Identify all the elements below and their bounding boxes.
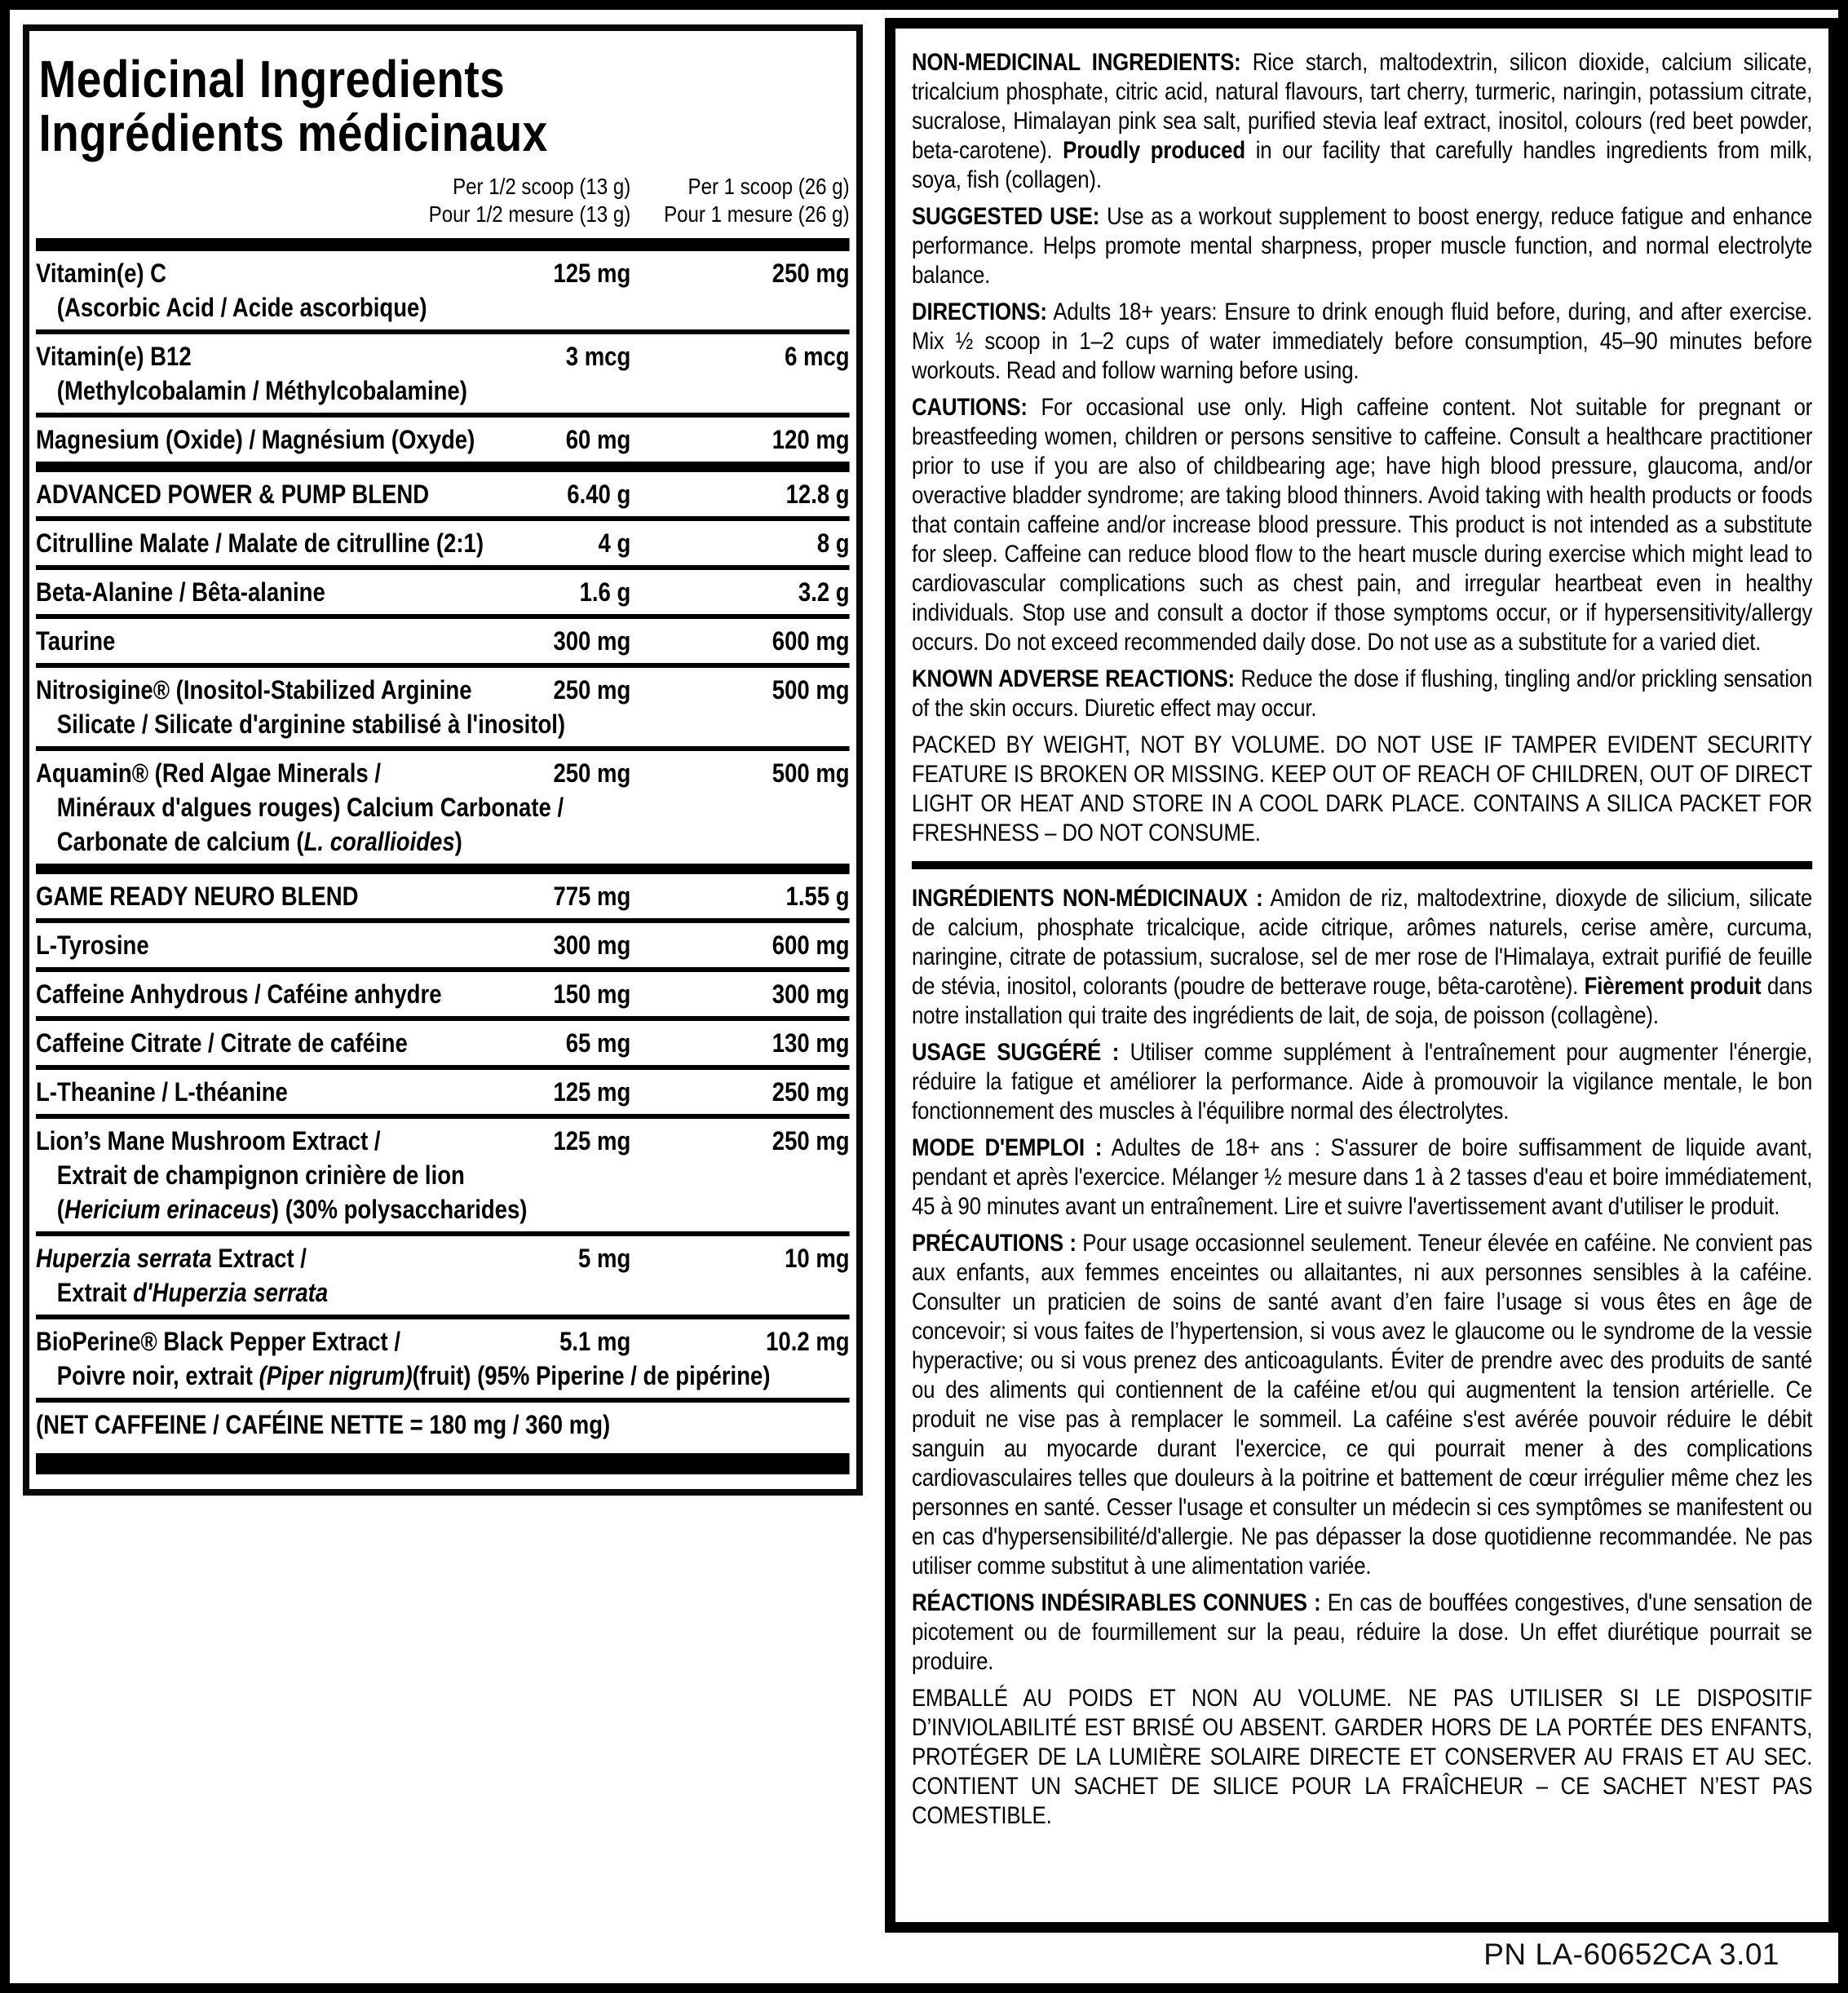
amount-half-scoop: 5 mg — [578, 1244, 631, 1273]
ingredient-name: Huperzia serrata Extract / Extrait d'Huperzia serrata — [36, 1244, 329, 1307]
info-paragraph: SUGGESTED USE: Use as a workout supplement to boost energy, reduce fatigue and enhance performance. Helps promote mental sharpness, proper muscle function, and normal electrolyte balance. — [912, 203, 1813, 289]
amount-full-scoop: 500 mg — [771, 675, 850, 705]
amount-half-scoop: 4 g — [598, 528, 631, 558]
amount-full-scoop: 500 mg — [771, 758, 850, 788]
amount-half-scoop: 300 mg — [553, 626, 631, 656]
amount-full-scoop: 130 mg — [771, 1028, 850, 1058]
info-paragraph: NON-MEDICINAL INGREDIENTS: Rice starch, maltodextrin, silicon dioxide, calcium silicate, tricalcium phosphate, citric acid, natural flavours, tart cherry, turmeric, naringin, potassium citrate, sucralose, Himalayan pink sea salt, purified stevia leaf extract, inositol, colours (red beet powder, beta-carotene). Proudly produced in our facility that carefully handles ingredients from milk, soya, fish (collagen). — [912, 49, 1813, 193]
ingredient-name: L-Theanine / L-théanine — [36, 1077, 288, 1107]
column-header-full-scoop-en: Per 1 scoop (26 g) — [687, 174, 850, 199]
row-divider — [36, 864, 850, 874]
info-paragraph: DIRECTIONS: Adults 18+ years: Ensure to drink enough fluid before, during, and after exercise. Mix ½ scoop in 1–2 cups of water immediately before consumption, 45–90 minutes before workouts. Read and follow warning before using. — [912, 298, 1813, 384]
amount-half-scoop: 250 mg — [553, 675, 631, 705]
amount-half-scoop: 1.6 g — [579, 577, 631, 607]
amount-full-scoop: 10.2 mg — [766, 1327, 850, 1356]
column-header-half-scoop-fr: Pour 1/2 mesure (13 g) — [428, 201, 631, 227]
amount-half-scoop: 150 mg — [553, 979, 631, 1009]
amount-half-scoop: 3 mcg — [565, 342, 631, 371]
french-sections — [912, 884, 1812, 1831]
ingredient-row — [36, 1070, 850, 1114]
column-header-half-scoop — [336, 173, 630, 228]
info-paragraph: KNOWN ADVERSE REACTIONS: Reduce the dose if flushing, tingling and/or prickling sensation of the skin occurs. Diuretic effect may occur. — [912, 665, 1813, 722]
ingredient-row — [36, 923, 850, 967]
ingredient-row — [36, 1236, 850, 1315]
amount-full-scoop: 3.2 g — [798, 577, 850, 607]
ingredient-row — [36, 251, 850, 329]
amount-full-scoop: 1.55 g — [785, 882, 850, 911]
amount-half-scoop: 125 mg — [553, 259, 631, 288]
ingredient-rows — [36, 251, 850, 1447]
info-paragraph: USAGE SUGGÉRÉ : Utiliser comme supplément à l'entraînement pour augmenter l'énergie, réduire la fatigue et améliorer la performance. Aide à promouvoir la vigilance mentale, le bon fonctionnement des muscles à l'équilibre normal des électrolytes. — [912, 1039, 1813, 1125]
amount-full-scoop: 6 mcg — [785, 342, 850, 371]
amount-half-scoop: 300 mg — [553, 930, 631, 960]
ingredient-row — [36, 334, 850, 413]
ingredient-row — [36, 874, 850, 918]
part-number: PN LA-60652CA 3.01 — [1483, 1938, 1779, 1971]
column-header-full-scoop-fr: Pour 1 mesure (26 g) — [664, 201, 850, 227]
ingredient-name: Vitamin(e) B12 (Methylcobalamin / Méthylcobalamine) — [36, 342, 467, 405]
ingredient-name: Magnesium (Oxide) / Magnésium (Oxyde) — [36, 425, 475, 454]
ingredient-name: Caffeine Citrate / Citrate de caféine — [36, 1028, 408, 1058]
ingredient-row — [36, 751, 850, 864]
ingredient-name: ADVANCED POWER & PUMP BLEND — [36, 479, 430, 509]
ingredient-name: BioPerine® Black Pepper Extract / Poivre noir, extrait (Piper nigrum)(fruit) (95% Piperine / de pipérine) — [36, 1327, 771, 1390]
panel-title-en: Medicinal Ingredients — [38, 50, 506, 108]
ingredient-name: Lion’s Mane Mushroom Extract / Extrait de champignon crinière de lion (Hericium erinaceus) (30% polysaccharides) — [36, 1126, 528, 1224]
amount-full-scoop: 12.8 g — [785, 479, 850, 509]
column-header-half-scoop-en: Per 1/2 scoop (13 g) — [453, 174, 631, 199]
panel-title — [38, 52, 849, 160]
amount-half-scoop: 125 mg — [553, 1077, 631, 1107]
ingredient-row — [36, 1119, 850, 1231]
ingredient-row — [36, 521, 850, 565]
language-divider — [912, 861, 1812, 869]
amount-half-scoop: 60 mg — [565, 425, 631, 454]
ingredient-row — [36, 418, 850, 462]
ingredient-name: Aquamin® (Red Algae Minerals / Minéraux d'algues rouges) Calcium Carbonate / Carbonate de calcium (L. corallioides) — [36, 758, 564, 856]
ingredient-name: (NET CAFFEINE / CAFÉINE NETTE = 180 mg / 360 mg) — [36, 1410, 611, 1439]
info-paragraph: PRÉCAUTIONS : Pour usage occasionnel seulement. Teneur élevée en caféine. Ne convient pas aux enfants, aux femmes enceintes ou allaitantes, ni aux personnes sensibles à la caféine. Consulter un praticien de soins de santé avant d’en faire l’usage si vous êtes en âge de concevoir; si vous faites de l’hypertension, si vous avez le glaucome ou le syndrome de la vessie hyperactive; ou si vous prenez des anticoagulants. Éviter de prendre avec des produits de santé ou des aliments qui contiennent de la caféine et/ou qui augmentent la tension artérielle. Ce produit ne vise pas à remplacer le sommeil. La caféine s'est avérée pouvoir réduire le débit sanguin au myocarde durant l'exercice, ce qui pourrait mener à des complications cardiovasculaires telles que douleurs à la poitrine et battement de cœur irrégulier même chez les personnes en santé. Cesser l'usage et consulter un médecin si ces symptômes se manifestent ou en cas d'hypersensibilité/d'allergie. Ne pas dépasser la dose quotidienne recommandée. Ne pas utiliser comme substitut à une alimentation variée. — [912, 1230, 1813, 1580]
amount-full-scoop: 600 mg — [771, 930, 850, 960]
medicinal-ingredients-panel — [23, 24, 863, 1496]
info-panel — [885, 18, 1839, 1933]
ingredient-row — [36, 1021, 850, 1065]
amount-full-scoop: 250 mg — [771, 259, 850, 288]
amount-half-scoop: 125 mg — [553, 1126, 631, 1156]
ingredient-name: Beta-Alanine / Bêta-alanine — [36, 577, 325, 607]
ingredient-row — [36, 1319, 850, 1398]
row-divider — [36, 462, 850, 472]
amount-full-scoop: 250 mg — [771, 1077, 850, 1107]
amount-half-scoop: 250 mg — [553, 758, 631, 788]
ingredient-name: Caffeine Anhydrous / Caféine anhydre — [36, 979, 442, 1009]
info-paragraph: MODE D'EMPLOI : Adultes de 18+ ans : S'assurer de boire suffisamment de liquide avant, pendant et après l'exercice. Mélanger ½ mesure dans 1 à 2 tasses d'eau et boire immédiatement, 45 à 90 minutes avant un entraînement. Lire et suivre l'avertissement avant d'utiliser le produit. — [912, 1134, 1813, 1220]
amount-full-scoop: 250 mg — [771, 1126, 850, 1156]
info-paragraph: RÉACTIONS INDÉSIRABLES CONNUES : En cas de bouffées congestives, d'une sensation de picotement ou de fourmillement sur la peau, réduire la dose. Un effet diurétique pourrait se produire. — [912, 1589, 1813, 1675]
amount-full-scoop: 10 mg — [785, 1244, 850, 1273]
ingredient-row — [36, 570, 850, 614]
english-sections — [912, 48, 1812, 848]
ingredient-row — [36, 972, 850, 1016]
ingredient-row — [36, 668, 850, 746]
ingredient-name: L-Tyrosine — [36, 930, 149, 960]
info-paragraph: EMBALLÉ AU POIDS ET NON AU VOLUME. NE PAS UTILISER SI LE DISPOSITIF D’INVIOLABILITÉ EST BRISÉ OU ABSENT. GARDER HORS DE LA PORTÉE DES ENFANTS, PROTÉGER DE LA LUMIÈRE SOLAIRE DIRECTE ET CONSERVER AU FRAIS ET AU SEC. CONTIENT UN SACHET DE SILICE POUR LA FRAÎCHEUR – CE SACHET N’EST PAS COMESTIBLE. — [912, 1685, 1813, 1829]
amount-half-scoop: 5.1 mg — [559, 1327, 631, 1356]
ingredient-row — [36, 1403, 850, 1447]
ingredient-name: Taurine — [36, 626, 116, 656]
ingredient-name: Citrulline Malate / Malate de citrulline (2:1) — [36, 528, 484, 558]
column-header-full-scoop — [630, 173, 849, 228]
amount-half-scoop: 6.40 g — [567, 479, 631, 509]
ingredient-name: Nitrosigine® (Inositol-Stabilized Arginine Silicate / Silicate d'arginine stabilisé à l'inositol) — [36, 675, 566, 739]
info-paragraph: INGRÉDIENTS NON-MÉDICINAUX : Amidon de riz, maltodextrine, dioxyde de silicium, silicate de calcium, phosphate tricalcique, acide citrique, arômes naturels, cerise amère, curcuma, naringine, citrate de potassium, sucralose, sel de mer rose de l'Himalaya, extrait purifié de feuille de stévia, inositol, colorants (poudre de betterave rouge, bêta-carotène). Fièrement produit dans notre installation qui traite des ingrédients de lait, de soja, de poisson (collagène). — [912, 885, 1813, 1029]
info-paragraph: CAUTIONS: For occasional use only. High caffeine content. Not suitable for pregnant or breastfeeding women, children or persons sensitive to caffeine. Consult a healthcare practitioner prior to use if you are also of childbearing age; have high blood pressure, glaucoma, and/or overactive bladder syndrome; are taking blood thinners. Avoid taking with health products or foods that contain caffeine and/or increase blood pressure. This product is not intended as a substitute for sleep. Caffeine can reduce blood flow to the heart muscle during exercise which might lead to cardiovascular complications such as chest pain, and irregular heartbeat even in healthy individuals. Stop use and consult a doctor if those symptoms occur, or if hypersensitivity/allergy occurs. Do not exceed recommended daily dose. Do not use as a substitute for a varied diet. — [912, 394, 1813, 656]
ingredient-name: GAME READY NEURO BLEND — [36, 882, 359, 911]
amount-full-scoop: 600 mg — [771, 626, 850, 656]
panel-title-fr: Ingrédients médicinaux — [38, 104, 548, 162]
ingredient-name: Vitamin(e) C (Ascorbic Acid / Acide ascorbique) — [36, 259, 427, 322]
table-top-bar — [36, 238, 850, 251]
amount-half-scoop: 65 mg — [565, 1028, 631, 1058]
info-paragraph: PACKED BY WEIGHT, NOT BY VOLUME. DO NOT USE IF TAMPER EVIDENT SECURITY FEATURE IS BROKEN OR MISSING. KEEP OUT OF REACH OF CHILDREN, OUT OF DIRECT LIGHT OR HEAT AND STORE IN A COOL DARK PLACE. CONTAINS A SILICA PACKET FOR FRESHNESS – DO NOT CONSUME. — [912, 731, 1813, 846]
ingredient-row — [36, 619, 850, 663]
amount-full-scoop: 8 g — [816, 528, 850, 558]
amount-half-scoop: 775 mg — [553, 882, 631, 911]
ingredient-row — [36, 472, 850, 516]
column-headers — [36, 173, 850, 228]
amount-full-scoop: 300 mg — [771, 979, 850, 1009]
table-end-bar — [36, 1453, 850, 1474]
amount-full-scoop: 120 mg — [771, 425, 850, 454]
